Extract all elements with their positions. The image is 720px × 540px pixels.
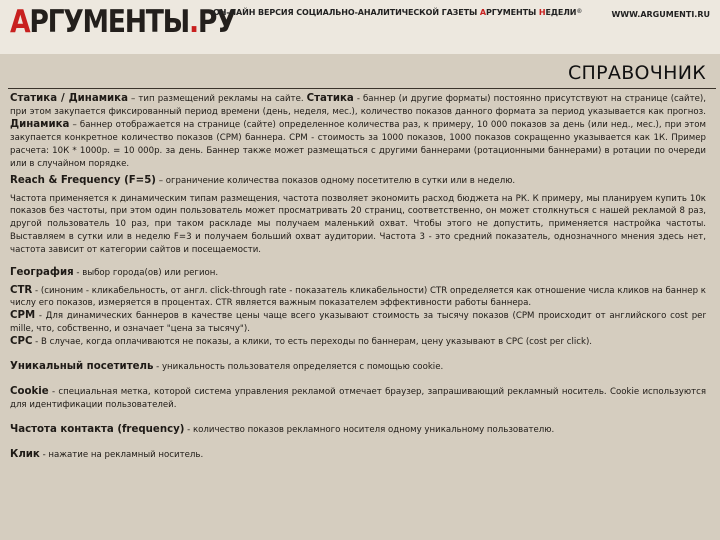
definition-cookie: - специальная метка, которой система управления рекламой отмечает браузер, запрашивающий рекламный носитель. Cookie используются для идентификации пользователей. [10, 387, 706, 410]
registered-mark: ® [576, 8, 583, 15]
argumenty-logo[interactable] [10, 4, 235, 40]
entry-cookie [10, 386, 706, 412]
entry-cpm [10, 310, 706, 336]
logo-dot: . [188, 4, 198, 40]
definition-dynamic: – баннер отображается на странице (сайте) определенное количества раз, к примеру, 10 000 показов за день (или нед., мес.), при этом закупается конкретное количество показов (CPM) баннера. CPM - стоимость за 1000 показов, 1000 показов сокращенно указывается как 1К. Пример расчета: 10К * 1000р. = 10 000р. за день. Баннер также может размещаться с другими баннерами (ротационными баннерами) в ротации по очереди или в случайном порядке. [10, 119, 706, 169]
entry-frequency-details [10, 193, 706, 258]
term-unique-visitor: Уникальный посетитель [10, 361, 154, 373]
definition-static: - баннер (и другие форматы) постоянно присутствуют на странице (сайте), при этом закупается фиксированный период времени (день, неделя, мес.), количество показов данного формата за период указывается как прогноз. [10, 94, 707, 117]
term-dynamic: Динамика [10, 118, 70, 130]
title-divider [8, 88, 716, 89]
tagline-letter-a: А [479, 8, 486, 17]
term-contact-frequency: Частота контакта (frequency) [10, 423, 185, 435]
definition-geography: - выбор города(ов) или регион. [73, 268, 219, 279]
site-url[interactable]: WWW.ARGUMENTI.RU [611, 10, 710, 19]
logo-ru: РУ [197, 4, 236, 40]
entry-click [10, 449, 706, 462]
definition-cpm: - Для динамических баннеров в качестве цены чаще всего указывают стоимость за тысячу показов (CPM происходит от английского cost per mille, что, собственно, и означает "цена за тысячу"). [10, 311, 706, 335]
glossary-content [10, 93, 706, 466]
header-tagline [213, 8, 582, 17]
term-cpm: CPM [10, 310, 36, 322]
term-static: Статика [306, 93, 354, 104]
frequency-details-text: Частота применяется к динамическим типам размещения, частота позволяет экономить расход бюджета на РК. К примеру, мы планируем купить 10к показов без частоты, при этом один пользователь может просматривать 20 страниц, соответственно, он может столкнуться с нашей рекламой 8 раз, другой пользователь 10 раз, при таком раскладе мы получаем маленький охват. Чтобы этого не допустить, применяется настройка частоты. Выставляем в сутки или в неделю F=3 и получаем больший охват аудитории. Частота 3 - это средний показатель, однозначного мнения здесь нет, частота зависит от категории сайтов и посещаемости. [10, 193, 706, 256]
logo-text: РГУМЕНТЫ [29, 4, 189, 40]
entry-cpc [10, 336, 706, 349]
definition-contact-frequency: - количество показов рекламного носителя одному уникальному пользователю. [184, 424, 555, 435]
term-static-dynamic: Статика / Динамика [10, 93, 128, 104]
entry-reach-frequency [10, 175, 706, 188]
page-title: СПРАВОЧНИК [567, 62, 706, 84]
definition-cpc: - В случае, когда оплачиваются не показы, а клики, то есть переходы по баннерам, цену указывают в CPC (cost per click). [32, 337, 593, 348]
term-cpc: CPC [10, 336, 33, 348]
entry-geography [10, 267, 706, 280]
tagline-rest: ЕДЕЛИ [545, 8, 577, 17]
tagline-prefix: ОН-ЛАЙН ВЕРСИЯ СОЦИАЛЬНО-АНАЛИТИЧЕСКОЙ ГАЗЕТЫ [213, 8, 480, 17]
definition-ctr: - (синоним - кликабельность, от англ. click-through rate - показатель кликабельности) CTR определяется как отношение числа кликов на баннер к числу его показов, измеряется в процентах. CTR является важным показателем эффективности работы баннера. [10, 285, 706, 309]
term-geography: География [10, 267, 74, 279]
definition-reach-frequency: – ограничение количества показов одному посетителю в сутки или в неделю. [155, 176, 516, 187]
logo-letter-a: А [10, 4, 30, 40]
tagline-letter-n: Н [538, 8, 546, 17]
definition-unique-visitor: - уникальность пользователя определяется с помощью cookie. [153, 362, 444, 373]
entry-static-dynamic [10, 93, 706, 170]
definition-click: - нажатие на рекламный носитель. [39, 449, 204, 460]
entry-unique-visitor [10, 361, 706, 374]
entry-contact-frequency [10, 424, 706, 437]
term-ctr: CTR [10, 284, 33, 296]
page-header [0, 0, 720, 54]
tagline-rguments: РГУМЕНТЫ [485, 8, 539, 17]
entry-ctr [10, 285, 706, 311]
term-cookie: Cookie [10, 386, 49, 397]
term-click: Клик [10, 448, 40, 460]
definition-static-dynamic: – тип размещений рекламы на сайте. [127, 94, 307, 104]
term-reach-frequency: Reach & Frequency (F=5) [10, 175, 156, 187]
